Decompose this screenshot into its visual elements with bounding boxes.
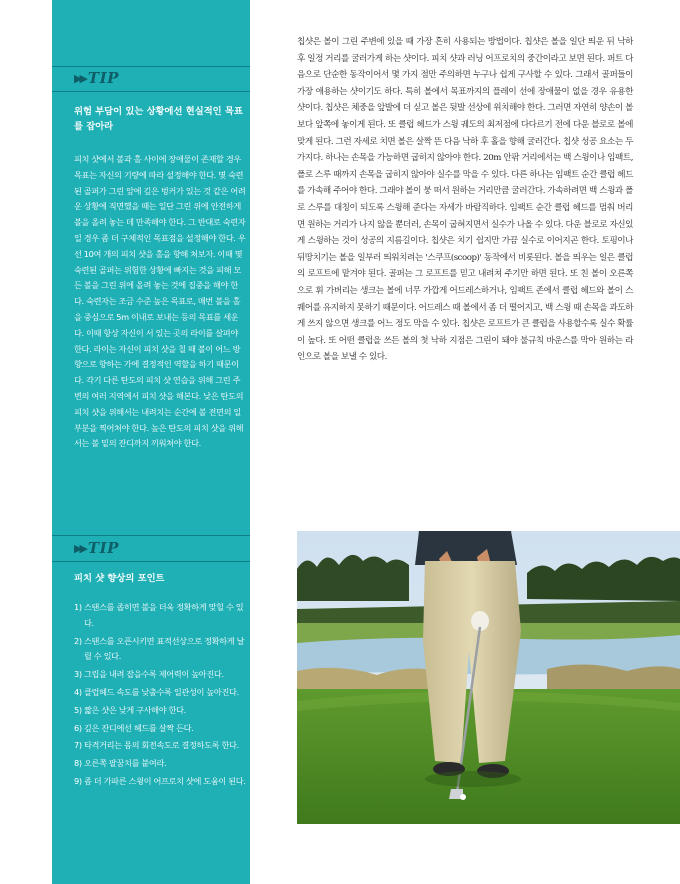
list-item: 4) 클럽헤드 속도를 낮출수록 일관성이 높아진다.	[74, 686, 239, 697]
list-item: 1) 스탠스를 좁히면 볼을 더욱 정확하게 맞힐 수 있다.	[74, 602, 244, 628]
tip-body-1: 피치 샷에서 볼과 홀 사이에 장애물이 존재할 경우 목표는 자신의 기량에 따라 설정해야 한다. 몇 숙련된 골퍼가 그린 앞에 깊은 벙커가 있는 것 같은 어려운 상황에 직면했을 때는 일단 그린 위에 안전하게 볼을 올려 놓는 데 만족해야 한다. 그 반대로 숙련자일 경우 좀 더 구체적인 목표점을 설정해야 한다. 우선 10여 개의 피치 샷을 홀을 향해 쳐보자. 이때 몇 숙련된 골퍼는 위험한 상황에 빠지는 것을 피해 모든 볼을 그린 위에 올려 놓는 것에 집중을 해야 한다. 숙련자는 조금 수준 높은 목표로, 매번 볼을 홀을 중심으로 5m 이내로 보내는 등의 목표를 세운다. 이때 항상 자신이 서 있는 곳의 라이를 살펴야 한다. 라이는 자신이 피치 샷을 칠 때 볼이 어느 방향으로 향하는 가에 결정적인 역할을 하기 때문이다. 각기 다른 탄도의 피치 샷 연습을 위해 그린 주변의 여러 지역에서 피치 샷을 해본다. 낮은 탄도의 피치 샷을 위해서는 내려치는 순간에 볼 전면의 일부분을 찍어쳐야 한다. 높은 탄도의 피치 샷을 위해서는 볼 밑의 잔디까지 끼워쳐야 한다.	[74, 154, 246, 449]
list-item: 6) 깊은 잔디에선 헤드를 살짝 든다.	[74, 722, 194, 733]
tip-heading-1	[74, 69, 119, 87]
double-arrow-icon: ▶▶	[74, 72, 85, 85]
list-item: 7) 타격거리는 몸의 회전속도로 결정하도록 한다.	[74, 740, 239, 751]
tip-subtitle-1: 위험 부담이 있는 상황에선 현실적인 목표를 잡아라	[74, 106, 243, 132]
list-item: 3) 그립을 내려 잡을수록 제어력이 높아진다.	[74, 669, 224, 680]
tip-subtitle-2: 피치 샷 향상의 포인트	[74, 573, 165, 584]
tip-label: TIP	[87, 69, 119, 87]
tip-heading-2	[74, 539, 119, 557]
golfer-chipping-photo	[297, 531, 680, 824]
list-item: 8) 오른쪽 팔꿈치를 붙여라.	[74, 758, 167, 769]
tip-point-list	[74, 600, 246, 792]
double-arrow-icon: ▶▶	[74, 542, 85, 555]
list-item: 2) 스탠스를 오픈시키면 표적선상으로 정확하게 날릴 수 있다.	[74, 635, 245, 662]
tip-divider-bottom	[52, 561, 250, 562]
list-item: 5) 짧은 샷은 낮게 구사해야 한다.	[74, 704, 186, 715]
tip-sidebar	[52, 0, 250, 884]
article-body: 칩샷은 볼이 그린 주변에 있을 때 가장 흔히 사용되는 방법이다. 칩샷은 볼을 일단 띄운 뒤 낙하 후 일정 거리를 굴러가게 하는 샷이다. 피치 샷과 러닝 어프로치의 중간이라고 보면 된다. 퍼트 다음으로 단순한 동작이어서 몇 가지 점만 주의하면 누구나 쉽게 구사할 수 있다. 그래서 골퍼들이 가장 애용하는 샷이기도 하다. 특히 볼에서 목표까지의 플레이 선에 장애물이 없을 경우 유용한 샷이다. 칩샷은 체중을 앞발에 더 싣고 볼은 뒷발 선상에 위치해야 한다. 그러면 자연히 양손이 볼보다 앞쪽에 놓이게 된다. 또 클럽 헤드가 스윙 궤도의 최저점에 다다르기 전에 다운 블로로 볼에 맞게 된다. 그런 자세로 치면 볼은 살짝 뜬 다음 낙하 후 홀을 향해 굴러간다. 칩샷 성공 요소는 두 가지다. 하나는 손목을 가능하면 굽히지 않아야 한다. 20m 안팎 거리에서는 백 스윙이나 임팩트, 폴로 스루 때까지 손목을 굽히지 않아야 실수를 막을 수 있다. 다른 하나는 임팩트 순간 클럽 헤드를 가속해 주어야 한다. 그래야 볼이 붕 떠서 원하는 거리만큼 굴러간다. 가속하려면 백 스윙과 폴로 스루를 대칭이 되도록 스윙해 준다는 자세가 바람직하다. 임팩트 순간 클럽 헤드를 멈춰 버리면 원하는 거리가 나지 않을 뿐더러, 손목이 굽혀지면서 실수가 나올 수 있다. 다운 블로로 자신있게 스윙하는 것이 성공의 지름길이다. 칩샷은 치기 쉽지만 가끔 실수로 이어지곤 한다. 토핑이나 뒤땅치기는 볼을 일부러 띄워치려는 '스쿠프(scoop)' 동작에서 비롯된다. 볼을 띄우는 일은 클럽의 로프트에 맡겨야 된다. 골퍼는 그 로프트를 믿고 내려쳐 주기만 하면 된다. 또 친 볼이 오른쪽으로 휘 가버리는 생크는 볼에 너무 가깝게 어드레스하거나, 임팩트 존에서 클럽 헤드와 볼이 스퀘어를 유지하지 못하기 때문이다. 어드레스 때 볼에서 좀 더 떨어지고, 백 스윙 때 손목을 과도하게 쓰지 않으면 생크를 어느 정도 막을 수 있다. 칩샷은 로프트가 큰 클럽을 사용할수록 실수 확률이 높다. 또 어떤 클럽을 쓰든 볼의 첫 낙하 지점은 그린이 돼야 불규칙 바운스를 막아 원하는 라인으로 볼을 보낼 수 있다.	[297, 37, 633, 363]
tip-divider-top	[52, 66, 250, 67]
list-item: 9) 좀 더 가파른 스윙이 어프로치 샷에 도움이 된다.	[74, 775, 246, 786]
tip-divider-top	[52, 535, 250, 536]
tip-divider-bottom	[52, 91, 250, 92]
tip-label: TIP	[87, 539, 119, 557]
